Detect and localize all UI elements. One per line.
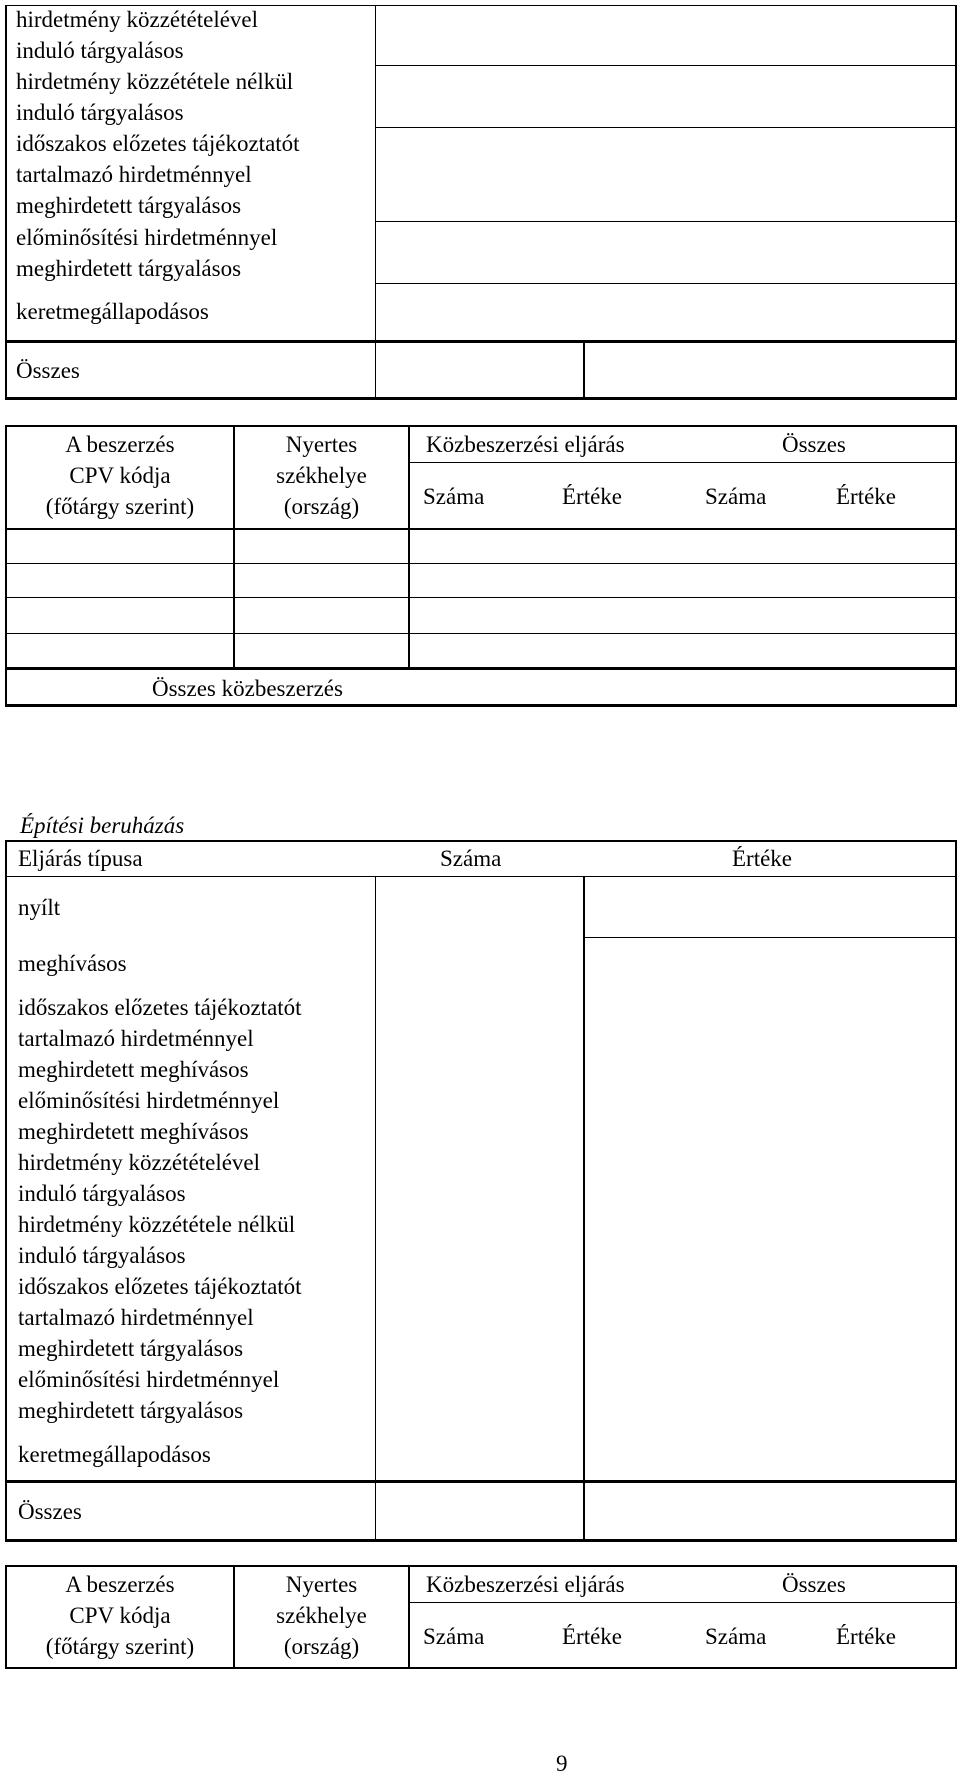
header-value: Értéke (836, 484, 897, 509)
header-procedure: Közbeszerzési eljárás (426, 1572, 625, 1597)
row-label-line: induló tárgyalásos (16, 100, 184, 125)
row-label-line: induló tárgyalásos (16, 38, 184, 63)
row-label-line: hirdetmény közzétételével (18, 1150, 261, 1175)
header-value: Értéke (836, 1624, 897, 1649)
header-winner: (ország) (283, 1634, 360, 1659)
header-type: Eljárás típusa (18, 846, 143, 871)
row-label-line: időszakos előzetes tájékoztatót (18, 995, 302, 1020)
row-label-line: keretmegállapodásos (18, 1442, 211, 1467)
page-number: 9 (556, 1751, 568, 1776)
row-label-line: időszakos előzetes tájékoztatót (18, 1274, 302, 1299)
row-label-line: meghirdetett meghívásos (18, 1057, 249, 1082)
row-label-line: meghívásos (18, 951, 127, 976)
header-all: Összes (782, 1572, 846, 1597)
row-label-line: előminősítési hirdetménnyel (18, 1088, 280, 1113)
header-count: Száma (705, 1624, 767, 1649)
header-count: Száma (440, 846, 502, 871)
footer-total-procurement: Összes közbeszerzés (152, 676, 343, 701)
header-value: Értéke (562, 1624, 623, 1649)
total-label: Összes (16, 358, 80, 383)
header-all: Összes (782, 432, 846, 457)
row-label-line: meghirdetett tárgyalásos (16, 256, 242, 281)
section-title: Építési beruházás (20, 813, 185, 838)
row-label-line: meghirdetett tárgyalásos (18, 1398, 244, 1423)
header-cpv: (főtárgy szerint) (45, 1634, 195, 1659)
header-cpv: A beszerzés (65, 432, 175, 457)
header-winner: (ország) (283, 494, 360, 519)
header-winner: Nyertes (285, 1572, 358, 1597)
total-label: Összes (18, 1499, 82, 1524)
header-winner: székhelye (276, 463, 367, 488)
row-label-line: meghirdetett meghívásos (18, 1119, 249, 1144)
header-cpv: CPV kódja (69, 1603, 171, 1628)
row-label-line: meghirdetett tárgyalásos (18, 1336, 244, 1361)
header-winner: Nyertes (285, 432, 358, 457)
header-count: Száma (705, 484, 767, 509)
row-label-line: időszakos előzetes tájékoztatót (16, 131, 300, 156)
row-label-line: hirdetmény közzététele nélkül (16, 69, 294, 94)
header-cpv: A beszerzés (65, 1572, 175, 1597)
header-value: Értéke (732, 846, 793, 871)
header-winner: székhelye (276, 1603, 367, 1628)
row-label-line: előminősítési hirdetménnyel (16, 225, 278, 250)
row-label-line: induló tárgyalásos (18, 1181, 186, 1206)
header-cpv: (főtárgy szerint) (45, 494, 195, 519)
header-procedure: Közbeszerzési eljárás (426, 432, 625, 457)
row-label-line: hirdetmény közzétételével (16, 7, 259, 32)
row-label-line: hirdetmény közzététele nélkül (18, 1212, 296, 1237)
row-label-line: tartalmazó hirdetménnyel (16, 162, 252, 187)
row-label-line: tartalmazó hirdetménnyel (18, 1305, 254, 1330)
header-cpv: CPV kódja (69, 463, 171, 488)
header-count: Száma (423, 1624, 485, 1649)
row-label-line: keretmegállapodásos (16, 299, 209, 324)
row-label-line: tartalmazó hirdetménnyel (18, 1026, 254, 1051)
row-label-line: meghirdetett tárgyalásos (16, 193, 242, 218)
row-label-line: nyílt (18, 895, 61, 920)
header-value: Értéke (562, 484, 623, 509)
header-count: Száma (423, 484, 485, 509)
row-label-line: induló tárgyalásos (18, 1243, 186, 1268)
row-label-line: előminősítési hirdetménnyel (18, 1367, 280, 1392)
